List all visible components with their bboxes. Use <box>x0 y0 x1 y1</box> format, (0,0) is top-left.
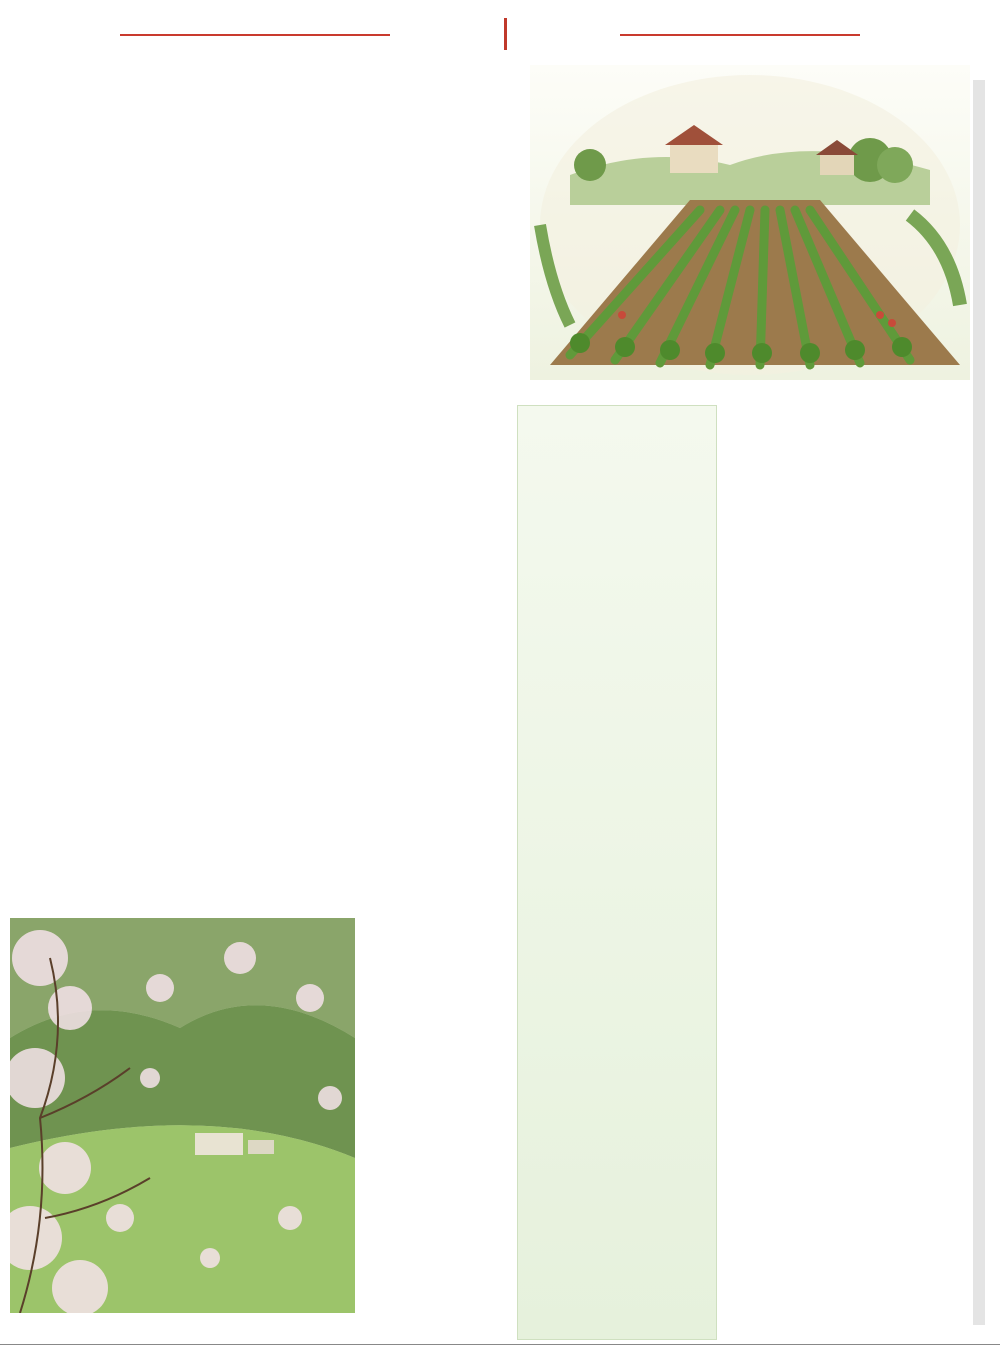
poem-panel <box>517 405 717 1340</box>
footer-rule <box>0 1344 1000 1345</box>
header-rule-right <box>620 34 860 36</box>
section-title <box>400 10 610 52</box>
masthead <box>0 0 1000 60</box>
vegetable-garden-illustration <box>530 65 970 380</box>
article-column-3 <box>340 238 492 798</box>
article-column-2 <box>176 238 328 908</box>
planting-column-bottom <box>732 790 968 1335</box>
article-note <box>340 810 492 910</box>
header-rule-left <box>120 34 390 36</box>
section-bar-icon <box>504 18 507 50</box>
apricot-valley-photo <box>10 918 355 1313</box>
article-column-1 <box>12 238 164 908</box>
planting-column-top <box>732 392 882 782</box>
right-margin-bar <box>973 80 985 1325</box>
